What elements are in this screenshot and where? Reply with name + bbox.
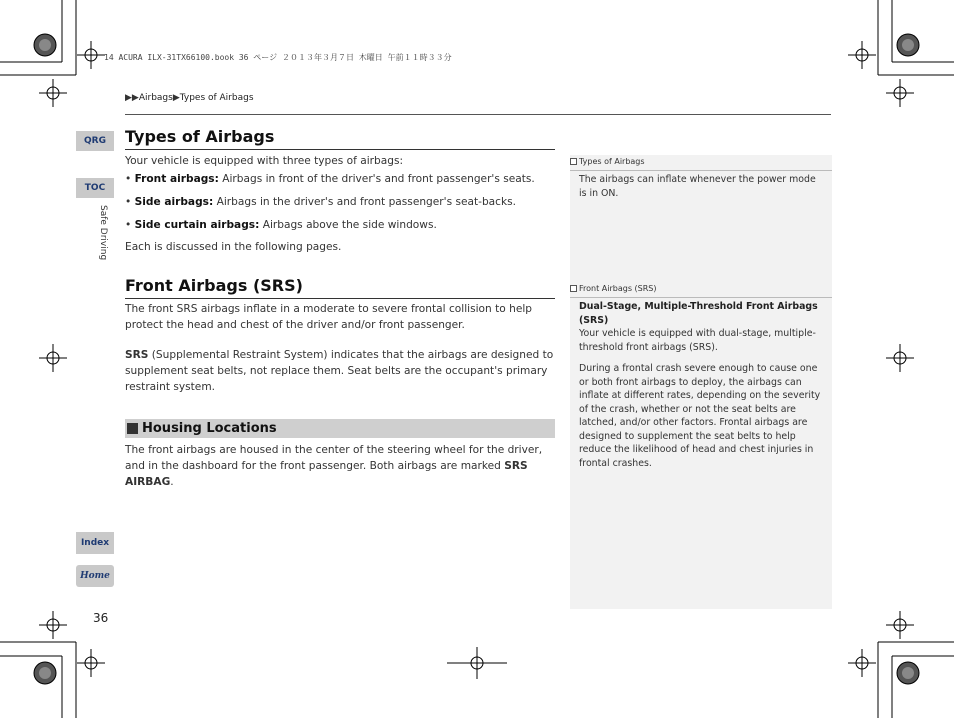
qrg-button[interactable]: QRG: [76, 131, 114, 151]
note-rule: [570, 170, 832, 171]
section-title-front-airbags: Front Airbags (SRS): [125, 276, 303, 295]
list-item: • Front airbags: Airbags in front of the driver's and front passenger's seats.: [125, 173, 535, 185]
intro-text: Your vehicle is equipped with three types of airbags:: [125, 155, 404, 167]
list-item: • Side airbags: Airbags in the driver's and front passenger's seat-backs.: [125, 196, 517, 208]
note-reference[interactable]: Front Airbags (SRS): [570, 284, 657, 293]
note-text: Your vehicle is equipped with dual-stage, multiple-threshold front airbags (SRS).: [579, 328, 816, 353]
note-heading: Dual-Stage, Multiple-Threshold Front Airbags (SRS): [579, 301, 818, 326]
outro-text: Each is discussed in the following pages.: [125, 241, 342, 253]
paragraph: SRS (Supplemental Restraint System) indicates that the airbags are designed to supplement seat belts, not replace them. Seat belts are the occupant's primary restraint system.: [125, 349, 554, 393]
breadcrumb-airbags[interactable]: Airbags: [138, 93, 173, 103]
chapter-label: Safe Driving: [98, 205, 108, 261]
reference-icon: [570, 158, 577, 165]
triangle-right-icon: ▶: [172, 93, 180, 103]
bullet-term: Side airbags:: [134, 196, 214, 208]
square-icon: [127, 423, 138, 434]
subheading-housing-locations: Housing Locations: [125, 419, 555, 438]
paragraph: The front airbags are housed in the center of the steering wheel for the driver, and in the dashboard for the front passenger. Both airbags are marked SRS AIRBAG.: [125, 444, 543, 488]
home-button[interactable]: Home: [76, 565, 114, 587]
section-title-types-of-airbags: Types of Airbags: [125, 127, 275, 146]
title-rule: [125, 149, 555, 150]
note-rule: [570, 297, 832, 298]
title-rule: [125, 298, 555, 299]
note-text: The airbags can inflate whenever the power mode is in ON.: [579, 174, 816, 199]
toc-button[interactable]: TOC: [76, 178, 114, 198]
paragraph: The front SRS airbags inflate in a moderate to severe frontal collision to help protect the head and chest of the driver and/or front passenger.: [125, 303, 533, 331]
note-text: During a frontal crash severe enough to cause one or both front airbags to deploy, the airbags can inflate at different rates, depending on the severity of the crash, whether or not the seat belts are latched, and/or other factors. Frontal airbags are designed to supplement the seat belts to help reduce the likelihood of head and chest injuries in frontal crashes.: [579, 363, 821, 469]
bullet-term: Front airbags:: [134, 173, 219, 185]
breadcrumb: [125, 93, 254, 103]
reference-icon: [570, 285, 577, 292]
header-rule: [125, 114, 831, 115]
page-number: 36: [93, 611, 109, 625]
note-reference[interactable]: Types of Airbags: [570, 157, 645, 166]
index-button[interactable]: Index: [76, 532, 114, 554]
breadcrumb-types-of-airbags[interactable]: Types of Airbags: [179, 93, 254, 103]
triangle-right-icon: ▶▶: [125, 93, 139, 103]
print-header: 14 ACURA ILX-31TX66100.book 36 ページ ２０１３年３月７日 木曜日 午前１１時３３分: [104, 53, 452, 62]
list-item: • Side curtain airbags: Airbags above the side windows.: [125, 219, 437, 231]
bullet-term: Side curtain airbags:: [134, 219, 260, 231]
